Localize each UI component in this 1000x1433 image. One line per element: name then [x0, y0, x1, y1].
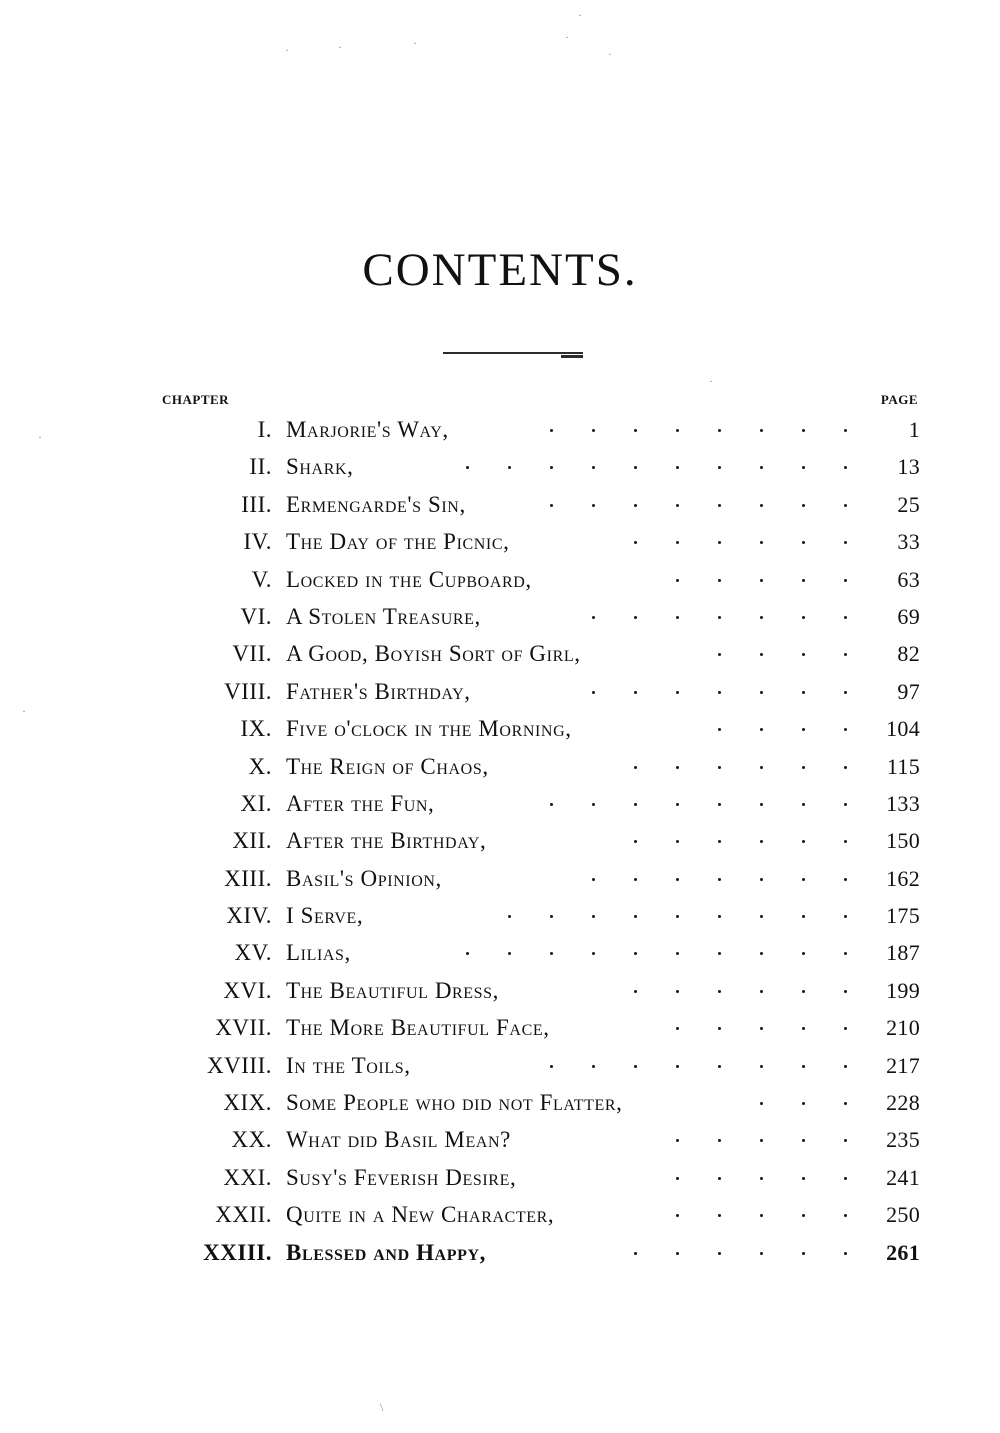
- toc-entry-title: I Serve,: [286, 903, 364, 929]
- toc-entry-title: Blessed and Happy,: [286, 1239, 486, 1265]
- toc-entry-number: VI.: [240, 603, 272, 629]
- toc-entry[interactable]: [150, 452, 920, 489]
- toc-entry-page: 235: [886, 1127, 920, 1153]
- toc-entry-title: Quite in a New Character,: [286, 1202, 555, 1228]
- toc-entry-title: The More Beautiful Face,: [286, 1015, 550, 1041]
- toc-leader-dots: [560, 1013, 858, 1035]
- toc-entry-title: The Day of the Picnic,: [286, 529, 510, 555]
- toc-entry-page: 241: [886, 1164, 920, 1190]
- toc-leader-dots: [564, 1200, 858, 1222]
- toc-entry[interactable]: [150, 527, 920, 564]
- toc-entry-title: The Reign of Chaos,: [286, 753, 489, 779]
- toc-leader-dots: [363, 452, 858, 474]
- toc-entry-page: 250: [886, 1202, 920, 1228]
- toc-leader-dots: [526, 1163, 858, 1185]
- toc-entry-title: Some People who did not Flatter,: [286, 1090, 623, 1116]
- scan-speck: ·: [565, 30, 569, 44]
- toc-entry-title: What did Basil Mean?: [286, 1127, 511, 1153]
- toc-entry-number: XVII.: [215, 1015, 272, 1041]
- toc-leader-dots: [542, 565, 858, 587]
- toc-entry[interactable]: [150, 639, 920, 676]
- toc-entry[interactable]: [150, 714, 920, 751]
- toc-leader-dots: [582, 714, 858, 736]
- toc-entry-page: 210: [886, 1015, 920, 1041]
- scan-speck: ·: [608, 47, 612, 61]
- toc-entry-page: 217: [886, 1052, 920, 1078]
- toc-entry-page: 115: [886, 753, 920, 779]
- toc-entry-number: XXI.: [223, 1164, 272, 1190]
- table-of-contents: [150, 392, 920, 1275]
- toc-entry-number: I.: [257, 417, 272, 442]
- toc-entry-page: 133: [886, 790, 920, 816]
- toc-entry[interactable]: [150, 602, 920, 639]
- toc-leader-dots: [373, 901, 858, 923]
- toc-entry-number: XXII.: [215, 1202, 272, 1228]
- toc-entry-page: 63: [897, 566, 920, 592]
- scan-speck: ·: [38, 430, 42, 444]
- toc-entry[interactable]: [150, 490, 920, 527]
- page-title: CONTENTS.: [362, 244, 638, 296]
- toc-leader-dots: [444, 789, 858, 811]
- toc-entry-page: 261: [886, 1239, 920, 1265]
- toc-entry-page: 97: [897, 678, 920, 704]
- toc-leader-dots: [421, 1051, 858, 1073]
- toc-leader-dots: [591, 639, 858, 661]
- toc-entry-title: Five o'clock in the Morning,: [286, 716, 572, 742]
- toc-entry-title: Marjorie's Way,: [286, 417, 449, 442]
- toc-entry[interactable]: [150, 1051, 920, 1088]
- toc-entry-number: XV.: [234, 940, 272, 966]
- toc-entry-title: Lilias,: [286, 940, 351, 966]
- toc-entry[interactable]: [150, 1163, 920, 1200]
- toc-entry[interactable]: [150, 1088, 920, 1125]
- toc-entry[interactable]: [150, 1200, 920, 1237]
- scan-speck: ·: [338, 40, 342, 54]
- toc-leader-dots: [496, 826, 858, 848]
- toc-entry-title: A Stolen Treasure,: [286, 603, 481, 629]
- scan-speck: ·: [22, 704, 26, 718]
- toc-entry-page: 1: [908, 417, 920, 442]
- toc-entry[interactable]: [150, 415, 920, 452]
- title-divider: [443, 352, 583, 354]
- toc-entry[interactable]: [150, 565, 920, 602]
- toc-entry-number: VIII.: [224, 678, 272, 704]
- toc-entry-title: Ermengarde's Sin,: [286, 491, 466, 517]
- toc-entry[interactable]: [150, 1238, 920, 1275]
- toc-entry-title: Shark,: [286, 454, 354, 480]
- toc-leader-dots: [452, 864, 858, 886]
- toc-entry-title: Father's Birthday,: [286, 678, 471, 704]
- toc-entry-number: II.: [249, 454, 272, 480]
- toc-entry-title: In the Toils,: [286, 1052, 411, 1078]
- toc-leader-dots: [521, 1125, 858, 1147]
- scan-speck: ·: [285, 43, 289, 57]
- toc-entry-number: V.: [251, 566, 272, 592]
- toc-entry-title: After the Birthday,: [286, 828, 487, 854]
- toc-leader-dots: [361, 938, 858, 960]
- toc-leader-dots: [459, 415, 858, 437]
- toc-entry-number: VII.: [232, 641, 272, 667]
- toc-leader-dots: [632, 1088, 858, 1110]
- toc-entry[interactable]: [150, 677, 920, 714]
- toc-entry-number: XI.: [240, 790, 272, 816]
- toc-entry[interactable]: [150, 789, 920, 826]
- toc-entry-number: III.: [241, 491, 272, 517]
- toc-entry-title: The Beautiful Dress,: [286, 977, 500, 1003]
- toc-leader-dots: [481, 677, 858, 699]
- toc-leader-dots: [519, 527, 858, 549]
- toc-entry[interactable]: [150, 752, 920, 789]
- toc-entry-page: 228: [886, 1090, 920, 1116]
- toc-entry-page: 150: [886, 828, 920, 854]
- toc-leader-dots: [509, 976, 858, 998]
- scan-speck: ·: [413, 36, 417, 50]
- toc-entry[interactable]: [150, 901, 920, 938]
- toc-entry[interactable]: [150, 826, 920, 863]
- toc-leader-dots: [491, 602, 858, 624]
- toc-entry[interactable]: [150, 1125, 920, 1162]
- toc-leader-dots: [476, 490, 858, 512]
- toc-entry-number: IX.: [240, 716, 272, 742]
- toc-entry-number: XII.: [232, 828, 272, 854]
- toc-entry-title: Susy's Feverish Desire,: [286, 1164, 517, 1190]
- toc-entry-page: 33: [897, 529, 920, 555]
- toc-entry-page: 199: [886, 977, 920, 1003]
- toc-entry[interactable]: [150, 864, 920, 901]
- toc-entry-number: XXIII.: [203, 1239, 272, 1265]
- toc-entry-number: IV.: [243, 529, 272, 555]
- toc-column-headers: [150, 392, 920, 408]
- column-header-chapter: CHAPTER: [162, 392, 230, 407]
- toc-entry-page: 187: [886, 940, 920, 966]
- toc-entry-title: A Good, Boyish Sort of Girl,: [286, 641, 581, 667]
- toc-entry-page: 13: [897, 454, 920, 480]
- scan-speck: \: [380, 1400, 384, 1414]
- toc-entry-page: 175: [886, 903, 920, 929]
- toc-entry-number: XX.: [231, 1127, 272, 1153]
- toc-entry-page: 25: [897, 491, 920, 517]
- toc-leader-dots: [496, 1238, 858, 1260]
- column-header-page: PAGE: [880, 392, 918, 407]
- toc-entry-title: Basil's Opinion,: [286, 865, 442, 891]
- toc-entry-title: After the Fun,: [286, 790, 435, 816]
- toc-entry-title: Locked in the Cupboard,: [286, 566, 532, 592]
- toc-entry[interactable]: [150, 1013, 920, 1050]
- toc-entry-number: XIII.: [224, 865, 272, 891]
- toc-entry-page: 104: [886, 716, 920, 742]
- toc-entry-number: X.: [248, 753, 272, 779]
- toc-entry-page: 162: [886, 865, 920, 891]
- toc-entry-number: XVIII.: [207, 1052, 272, 1078]
- toc-rows: [150, 415, 920, 1275]
- toc-entry[interactable]: [150, 976, 920, 1013]
- toc-entry-page: 69: [897, 603, 920, 629]
- scan-speck: ·: [578, 8, 582, 22]
- toc-entry-number: XIX.: [223, 1090, 272, 1116]
- toc-entry-number: XIV.: [226, 903, 272, 929]
- toc-entry-number: XVI.: [223, 977, 272, 1003]
- toc-leader-dots: [499, 752, 858, 774]
- toc-entry[interactable]: [150, 938, 920, 975]
- scan-speck: ·: [709, 374, 713, 388]
- toc-entry-page: 82: [897, 641, 920, 667]
